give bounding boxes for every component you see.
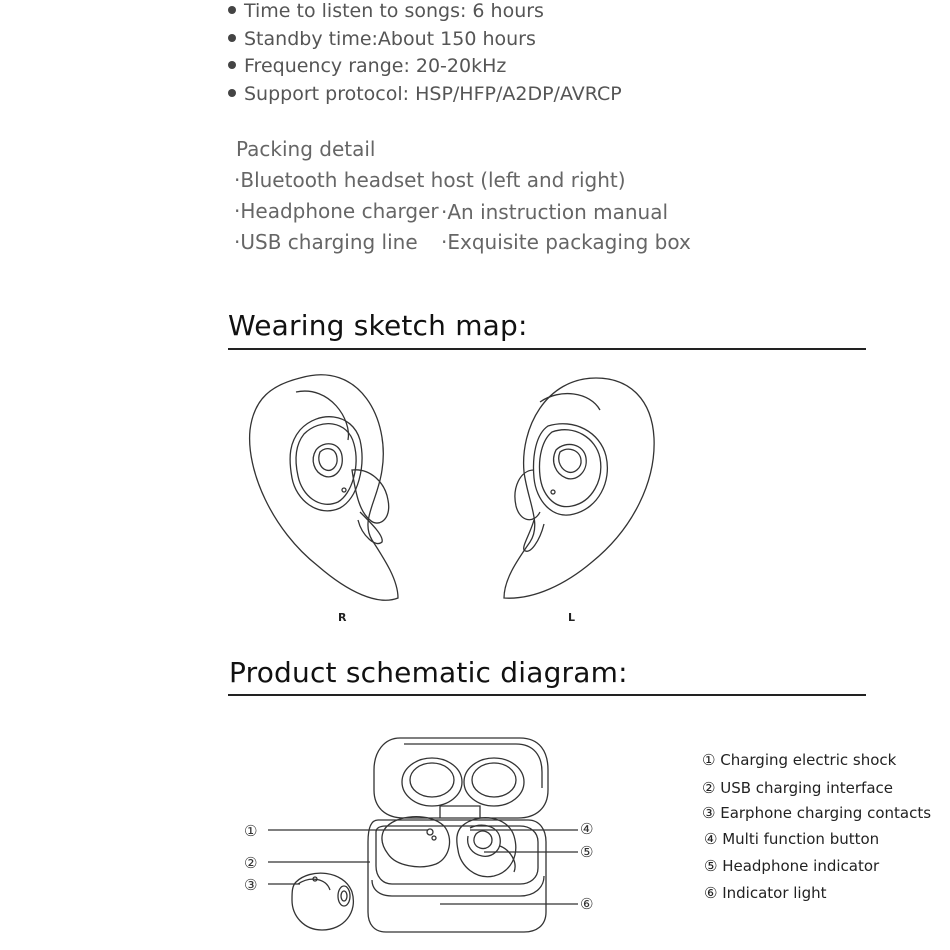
- spec-text: Support protocol: HSP/HFP/A2DP/AVRCP: [244, 83, 622, 105]
- spec-text: Time to listen to songs: 6 hours: [244, 0, 544, 22]
- spec-text: Frequency range: 20-20kHz: [244, 55, 507, 77]
- packing-title: Packing detail: [236, 137, 376, 161]
- packing-item: ·Exquisite packaging box: [441, 230, 691, 254]
- spec-text: Standby time:About 150 hours: [244, 28, 536, 50]
- wearing-heading: Wearing sketch map:: [228, 309, 528, 342]
- packing-item: ·Bluetooth headset host (left and right): [234, 168, 626, 192]
- callout-5: ⑤: [580, 843, 594, 861]
- callout-3: ③: [244, 876, 258, 894]
- packing-item: ·USB charging line: [234, 230, 418, 254]
- schematic-heading: Product schematic diagram:: [229, 656, 628, 689]
- callout-6: ⑥: [580, 895, 594, 913]
- legend-item: ⑥ Indicator light: [704, 884, 827, 902]
- legend-item: ② USB charging interface: [702, 779, 894, 797]
- legend-item: ③ Earphone charging contacts: [702, 804, 932, 822]
- right-ear-label: R: [338, 611, 347, 624]
- legend-item: ⑤ Headphone indicator: [704, 857, 880, 875]
- left-ear-label: L: [568, 611, 576, 624]
- packing-item: ·Headphone charger: [234, 199, 439, 223]
- packing-item: ·An instruction manual: [441, 200, 669, 224]
- legend-item: ④ Multi function button: [704, 830, 880, 848]
- callout-4: ④: [580, 820, 594, 838]
- legend-item: ① Charging electric shock: [702, 751, 897, 769]
- callout-1: ①: [244, 822, 258, 840]
- callout-2: ②: [244, 854, 258, 872]
